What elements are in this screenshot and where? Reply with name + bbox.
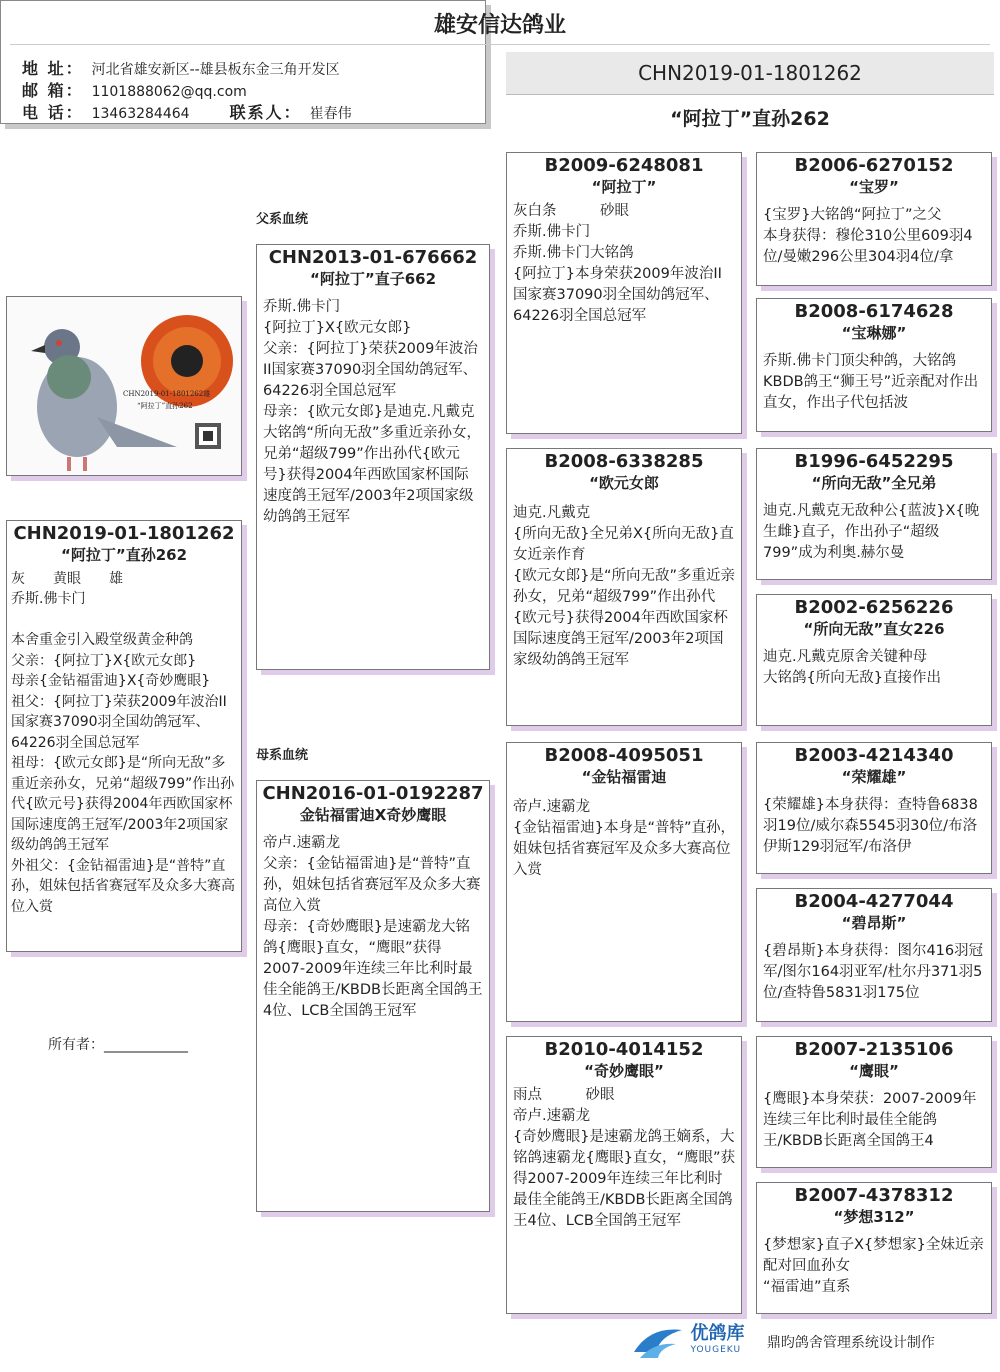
- ggp-notes: {梦想家}直子X{梦想家}全妹近亲配对回血孙女 “福雷迪”直系: [763, 1237, 984, 1295]
- address-label: 地 址：: [22, 59, 84, 78]
- yougeku-logo-icon: [630, 1322, 686, 1362]
- grandparent-card: [506, 1036, 742, 1314]
- ggp-notes: 乔斯.佛卡门顶尖种鸽，大铭鸽KBDB鸽王“狮王号”近亲配对作出直女，作出子代包括波: [763, 353, 979, 411]
- footer: [630, 1322, 935, 1362]
- grandparent-name: “奇妙鹰眼”: [584, 1062, 664, 1080]
- ggp-notes: 迪克.凡戴克无敌种公{蓝波}X{晚生雌}直子，作出孙子“超级799”成为利奥.赫尔曼: [763, 503, 980, 561]
- great-grandparent-card: [756, 152, 992, 286]
- email-label: 邮 箱：: [22, 81, 84, 100]
- contact-value: 崔春伟: [309, 106, 352, 122]
- ggp-id: B2006-6270152: [794, 155, 954, 176]
- brand-name-en: YOUGEKU: [690, 1345, 742, 1355]
- grandparent-id: B2009-6248081: [544, 155, 704, 176]
- ggp-notes: {荣耀雄}本身获得：查特鲁6838羽19位/威尔森5545羽30位/布洛伊斯129羽冠军/布洛伊: [763, 797, 978, 855]
- dam-notes: 帝卢.速霸龙 父亲：{金钻福雷迪}是“普特”直孙，姐妹包括省赛冠军及众多大赛高位入赏 母亲：{奇妙鹰眼}是速霸龙大铭鸽{鹰眼}直女，“鹰眼”获得2007-2009年连续三年比利时最佳全能鸽王/KBDB长距离全国鸽王4位、LCB全国鸽王冠军: [263, 835, 483, 1019]
- ggp-id: B2004-4277044: [794, 891, 954, 912]
- ggp-notes: 迪克.凡戴克原舍关键种母 大铭鸽{所向无敌}直接作出: [763, 649, 941, 686]
- ggp-id: B2008-6174628: [794, 301, 954, 322]
- dam-name: 金钻福雷迪X奇妙鹰眼: [299, 806, 447, 824]
- grandparent-notes: 帝卢.速霸龙 {金钻福雷迪}本身是“普特”直孙，姐妹包括省赛冠军及众多大赛高位入赏: [513, 799, 735, 878]
- great-grandparent-card: [756, 1182, 992, 1314]
- phone-value: 13463284464: [91, 106, 190, 122]
- grandparent-notes: 迪克.凡戴克 {所向无敌}全兄弟X{所向无敌}直女近亲作育 {欧元女郎}是“所向无敌”多重近亲孙女，兄弟“超级799”作出孙代{欧元号}获得2004年西欧国家杯国际速度鸽王冠军/2003年2项国家级幼鸽鸽王冠军: [513, 505, 735, 668]
- ggp-name: “宝罗”: [849, 178, 899, 196]
- grandparent-notes: 雨点 砂眼 帝卢.速霸龙 {奇妙鹰眼}是速霸龙鸽王嫡系，大铭鸽速霸龙{鹰眼}直女，“鹰眼”获得2007-2009年连续三年比利时最佳全能鸽王/KBDB长距离全国鸽王4位、LCB全国鸽王冠军: [513, 1087, 735, 1229]
- ggp-name: “所向无敌”全兄弟: [811, 474, 937, 492]
- ggp-notes: {鹰眼}本身荣获：2007-2009年连续三年比利时最佳全能鸽王/KBDB长距离全国鸽王4: [763, 1091, 977, 1149]
- great-grandparent-card: [756, 742, 992, 874]
- brand-block: [690, 1323, 745, 1358]
- loft-name: 雄安信达鸽业: [433, 13, 566, 38]
- great-grandparent-card: [756, 298, 992, 432]
- contact-label: 联系人：: [229, 103, 302, 122]
- grandparent-notes: 灰白条 砂眼 乔斯.佛卡门 乔斯.佛卡门大铭鸽 {阿拉丁}本身荣获2009年波治II国家赛37090羽全国幼鸽冠军、64226羽全国总冠军: [513, 203, 722, 324]
- grandparent-name: “阿拉丁”: [591, 178, 657, 196]
- great-grandparent-card: [756, 1036, 992, 1168]
- pigeon-photo: [6, 296, 242, 476]
- grandparent-card: [506, 448, 742, 726]
- ggp-notes: {碧昂斯}本身获得：图尔416羽冠军/图尔164羽亚军/杜尔丹371羽5位/查特鲁5831羽175位: [763, 943, 984, 1001]
- ggp-id: B2007-4378312: [794, 1185, 954, 1206]
- header-divider: [10, 44, 990, 45]
- grandparent-card: [506, 742, 742, 1022]
- subject-notes: 乔斯.佛卡门 本舍重金引入殿堂级黄金种鸽 父亲：{阿拉丁}X{欧元女郎} 母亲{金钻福雷迪}X{奇妙鹰眼} 祖父：{阿拉丁}荣获2009年波治II国家赛37090羽全国幼鸽冠军、64226羽全国总冠军 祖母：{欧元女郎}是“所向无敌”多重近亲孙女，兄弟“超级799”作出孙代{欧元号}获得2004年西欧国家杯国际速度鸽王冠军/2003年2项国家级幼鸽鸽王冠军 外祖父：{金钻福雷迪}是“普特”直孙，姐妹包括省赛冠军及众多大赛高位入赏: [11, 591, 235, 915]
- dam-line-label: 母系血统: [256, 748, 309, 763]
- grandparent-id: B2008-4095051: [544, 745, 704, 766]
- loft-header: [0, 0, 566, 124]
- ggp-id: B2002-6256226: [794, 597, 954, 618]
- great-grandparent-card: [756, 594, 992, 726]
- grandparent-id: B2010-4014152: [544, 1039, 704, 1060]
- subject-card-name: “阿拉丁”直孙262: [60, 546, 188, 564]
- phone-row: [22, 100, 352, 123]
- email-value: 1101888062@qq.com: [91, 84, 247, 100]
- sire-line-label: 父系血统: [256, 212, 309, 227]
- subject-attrs: 灰 黄眼 雄: [11, 571, 123, 587]
- ggp-id: B2007-2135106: [794, 1039, 954, 1060]
- grandparent-name: “金钻福雷迪: [581, 768, 667, 786]
- ggp-id: B2003-4214340: [794, 745, 954, 766]
- great-grandparent-card: [756, 888, 992, 1022]
- subject-title: “阿拉丁”直孙262: [670, 108, 830, 130]
- ggp-name: “鹰眼”: [849, 1062, 899, 1080]
- ggp-name: “宝琳娜”: [841, 324, 907, 342]
- photo-caption-1: CHN2019-01-1801262雄: [123, 390, 211, 398]
- brand-name: 优鸽库: [690, 1323, 745, 1344]
- photo-caption-2: “阿拉丁”直孙262: [137, 402, 193, 410]
- email-row: [22, 78, 247, 101]
- ggp-notes: {宝罗}大铭鸽“阿拉丁”之父 本身获得：穆伦310公里609羽4位/曼嫩296公里304羽4位/拿: [763, 207, 973, 265]
- phone-label: 电 话：: [22, 103, 84, 122]
- footer-credit: 鼎昀鸽舍管理系统设计制作: [766, 1335, 935, 1351]
- ggp-name: “所向无敌”直女226: [803, 620, 945, 638]
- dam-card: [256, 780, 490, 1212]
- owner-line: 所有者：____________: [48, 1037, 188, 1053]
- ggp-id: B1996-6452295: [794, 451, 954, 472]
- great-grandparent-card: [756, 448, 992, 580]
- dam-id: CHN2016-01-0192287: [262, 783, 484, 804]
- address-row: [22, 56, 340, 79]
- ggp-name: “荣耀雄”: [841, 768, 907, 786]
- subject-card-id: CHN2019-01-1801262: [13, 523, 235, 544]
- grandparent-id: B2008-6338285: [544, 451, 704, 472]
- sire-name: “阿拉丁”直子662: [309, 270, 437, 288]
- ggp-name: “梦想312”: [833, 1208, 915, 1226]
- grandparent-name: “欧元女郎: [589, 474, 659, 492]
- sire-card: [256, 244, 490, 670]
- sire-id: CHN2013-01-676662: [268, 247, 478, 268]
- pigeon-illustration: [7, 297, 241, 475]
- grandparent-card: [506, 152, 742, 434]
- sire-notes: 乔斯.佛卡门 {阿拉丁}X{欧元女郎} 父亲：{阿拉丁}荣获2009年波治II国家赛37090羽全国幼鸽冠军、64226羽全国总冠军 母亲：{欧元女郎}是迪克.凡戴克大铭鸽“所向无敌”多重近亲孙女，兄弟“超级799”作出孙代{欧元号}获得2004年西欧国家杯国际速度鸽王冠军/2003年2项国家级幼鸽鸽王冠军: [263, 299, 482, 525]
- subject-band-number: CHN2019-01-1801262: [506, 52, 994, 95]
- ggp-name: “碧昂斯”: [841, 914, 907, 932]
- subject-card: [6, 520, 242, 952]
- address-value: 河北省雄安新区--雄县板东金三角开发区: [91, 62, 340, 78]
